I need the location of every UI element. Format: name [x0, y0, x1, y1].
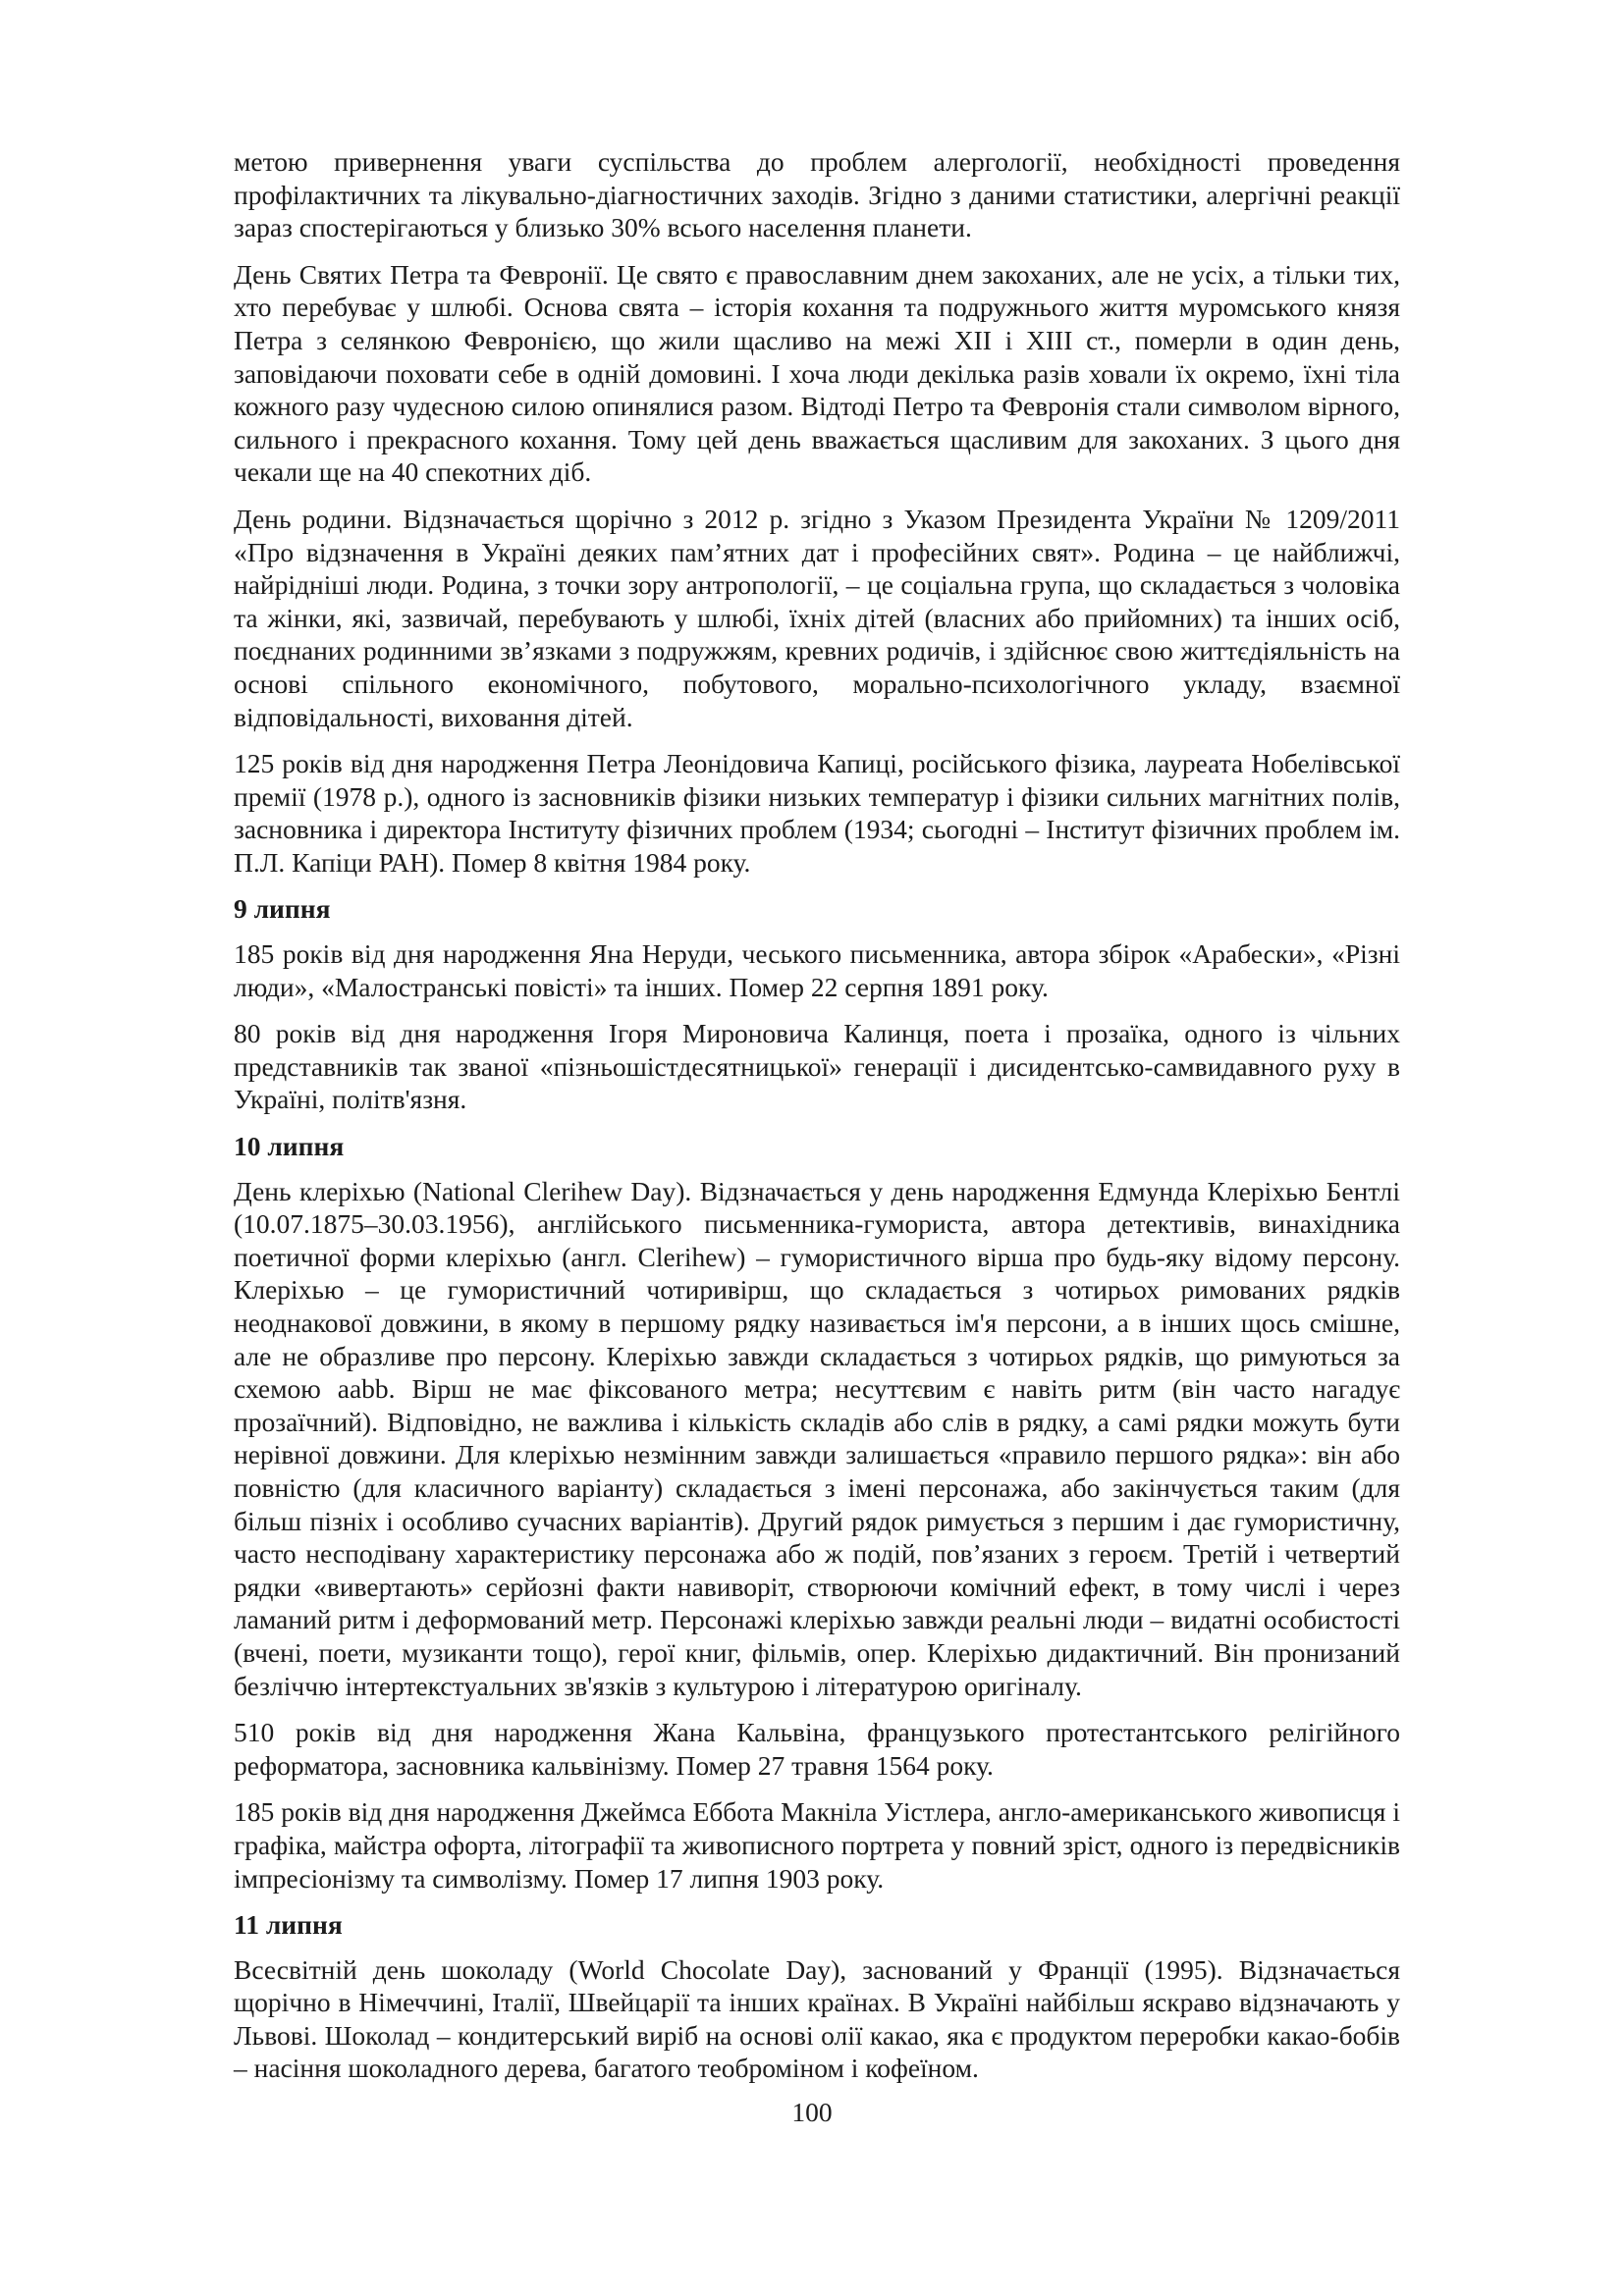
paragraph-neruda: 185 років від дня народження Яна Неруди, чеського письменника, автора збірок «Арабески», «Різні люди», «Малостранські повісті» та інших. Помер 22 серпня 1891 року.: [234, 938, 1400, 1002]
paragraph-peter-fevronia: День Святих Петра та Февронії. Це свято є православним днем закоханих, але не усіх, а тільки тих, хто перебуває у шлюбі. Основа свята – історія кохання та подружнього життя муромського князя Петра з селянкою Февронією, що жили щасливо на межі XII і XIII ст., померли в один день, заповідаючи поховати себе в одній домовині. І хоча люди декілька разів ховали їх окремо, їхні тіла кожного разу чудесною силою опинялися разом. Відтоді Петро та Февронія стали символом вірного, сильного і прекрасного кохання. Тому цей день вважається щасливим для закоханих. З цього дня чекали ще на 40 спекотних діб.: [234, 258, 1400, 488]
date-heading-july-10: 10 липня: [234, 1131, 345, 1162]
date-heading-july-9: 9 липня: [234, 893, 331, 925]
document-page: [234, 145, 1400, 2099]
paragraph-chocolate-day: Всесвітній день шоколаду (World Chocolate Day), заснований у Франції (1995). Відзначається щорічно в Німеччині, Італії, Швейцарії та інших країнах. В Україні найбільш яскраво відзначають у Львові. Шоколад – кондитерський виріб на основі олії какао, яка є продуктом переробки какао-бобів – насіння шоколадного дерева, багатого теоброміном і кофеїном.: [234, 1953, 1400, 2084]
paragraph-clerihew-day: День клеріхью (National Clerihew Day). Відзначається у день народження Едмунда Клеріхью Бентлі (10.07.1875–30.03.1956), англійського письменника-гумориста, автора детективів, винахідника поетичної форми клеріхью (англ. Clerihew) – гумористичного вірша про будь-яку відому персону. Клеріхью – це гумористичний чотиривірш, що складається з чотирьох римованих рядків неоднакової довжини, в якому в першому рядку називається ім'я персони, а в інших щось смішне, але не образливе про персону. Клеріхью завжди складається з чотирьох рядків, що римуються за схемою aabb. Вірш не має фіксованого метра; несуттєвим є навіть ритм (він часто нагадує прозаїчний). Відповідно, не важлива і кількість складів або слів в рядку, а самі рядки можуть бути нерівної довжини. Для клеріхью незмінним завжди залишається «правило першого рядка»: він або повністю (для класичного варіанту) складається з імені персонажа, або закінчується таким (для більш пізніх і особливо сучасних варіантів). Другий рядок римується з першим і дає гумористичну, часто несподівану характеристику персонажа або ж подій, пов’язаних з героєм. Третій і четвертий рядки «вивертають» серйозні факти навиворіт, створюючи комічний ефект, в тому числі і через ламаний ритм і деформований метр. Персонажі клеріхью завжди реальні люди – видатні особистості (вчені, поети, музиканти тощо), герої книг, фільмів, опер. Клеріхью дидактичний. Він пронизаний безліччю інтертекстуальних зв'язків з культурою і літературою оригіналу.: [234, 1175, 1400, 1701]
paragraph-whistler: 185 років від дня народження Джеймса Еббота Макніла Уістлера, англо-американського живописця і графіка, майстра офорта, літографії та живописного портрета у повний зріст, одного із передвісників імпресіонізму та символізму. Помер 17 липня 1903 року.: [234, 1796, 1400, 1894]
paragraph-family-day: День родини. Відзначається щорічно з 2012 р. згідно з Указом Президента України № 1209/2011 «Про відзначення в Україні деяких пам’ятних дат і професійних свят». Родина – це найближчі, найрідніші люди. Родина, з точки зору антропології, – це соціальна група, що складається з чоловіка та жінки, які, зазвичай, перебувають у шлюбі, їхніх дітей (власних або прийомних) та інших осіб, поєднаних родинними зв’язками з подружжям, кревних родичів, і здійснює свою життєдіяльність на основі спільного економічного, побутового, морально-психологічного укладу, взаємної відповідальності, виховання дітей.: [234, 503, 1400, 732]
paragraph-kalynets: 80 років від дня народження Ігоря Мироновича Калинця, поета і прозаїка, одного із чільних представників так званої «пізньошістдесятницької» генерації і дисидентсько-самвидавного руху в Україні, політв'язня.: [234, 1018, 1400, 1115]
paragraph-kapitsa: 125 років від дня народження Петра Леонідовича Капиці, російського фізика, лауреата Нобелівської премії (1978 р.), одного із засновників фізики низьких температур і фізики сильних магнітних полів, засновника і директора Інституту фізичних проблем (1934; сьогодні – Інститут фізичних проблем ім. П.Л. Капіци РАН). Помер 8 квітня 1984 року.: [234, 748, 1400, 878]
paragraph-allergy-day-end: метою привернення уваги суспільства до проблем алергології, необхідності проведення профілактичних та лікувально-діагностичних заходів. Згідно з даними статистики, алергічні реакції зараз спостерігаються у близько 30% всього населення планети.: [234, 146, 1400, 243]
paragraph-calvin: 510 років від дня народження Жана Кальвіна, французького протестантського релігійного реформатора, засновника кальвінізму. Помер 27 травня 1564 року.: [234, 1717, 1400, 1781]
page-number: 100: [791, 2097, 833, 2127]
date-heading-july-11: 11 липня: [234, 1909, 343, 1941]
